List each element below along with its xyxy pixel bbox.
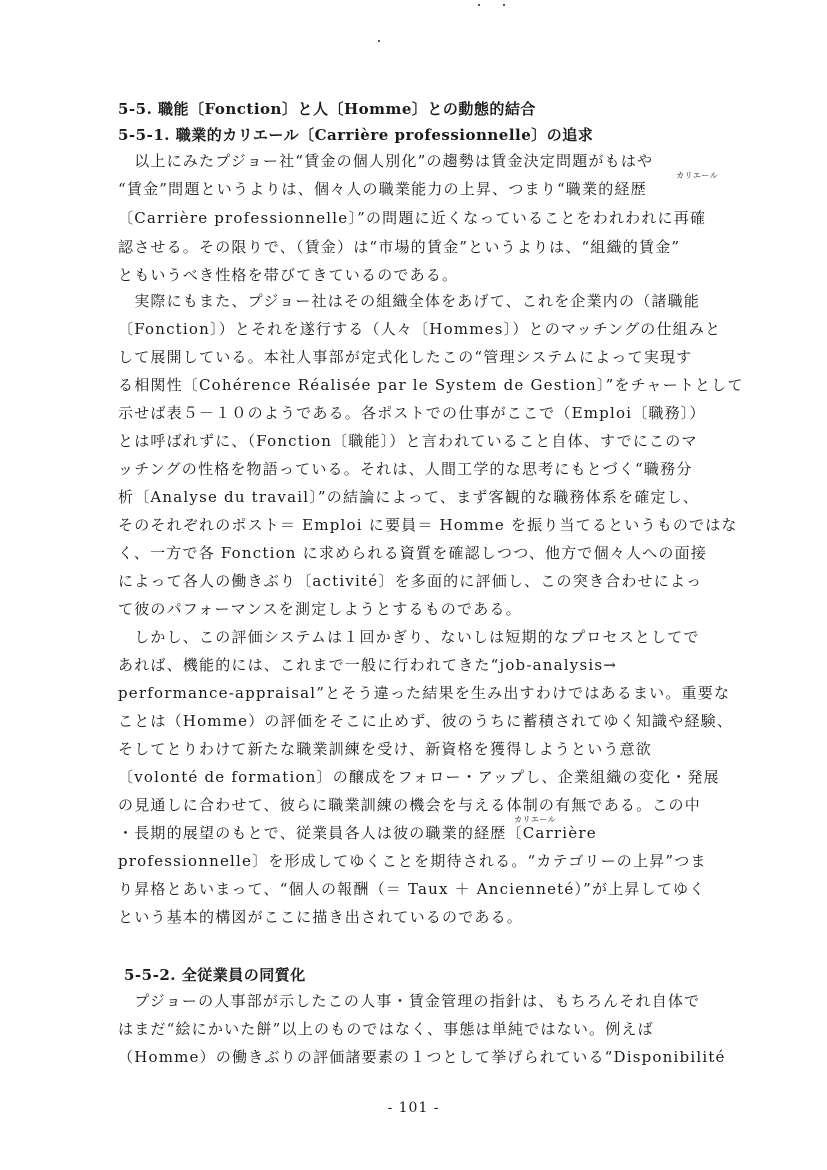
scan-speck xyxy=(378,40,380,42)
paragraph-line: る相関性〔Cohérence Réalisée par le System de Gestion〕”をチャートとして xyxy=(118,376,744,394)
paragraph-line: く、一方で各 Fonction に求められる資質を確認しつつ、他方で個々人への面接 xyxy=(118,544,708,562)
paragraph-line: して展開している。本社人事部が定式化したこの“管理システムによって実現す xyxy=(118,348,693,366)
paragraph-line: ッチングの性格を物語っている。それは、人間工学的な思考にもとづく“職務分 xyxy=(118,460,693,478)
paragraph-line: そのそれぞれのポスト＝ Emploi に要員＝ Homme を振り当てるというものではな xyxy=(118,516,738,534)
paragraph-line: 〔volonté de formation〕の醸成をフォロー・アップし、企業組織の変化・発展 xyxy=(118,768,720,786)
paragraph-line: という基本的構図がここに描き出されているのである。 xyxy=(118,908,524,926)
paragraph-line: しかし、この評価システムは１回かぎり、ないしは短期的なプロセスとしてで xyxy=(118,628,700,646)
section-heading: 5-5. 職能〔Fonction〕と人〔Homme〕との動態的結合 xyxy=(118,100,536,118)
paragraph-line: の見通しに合わせて、彼らに職業訓練の機会を与える体制の有無である。この中 xyxy=(118,796,701,814)
paragraph-line: 示せば表５－１０のようである。各ポストでの仕事がここで（Emploi〔職務〕） xyxy=(118,404,706,422)
paragraph-line: ことは（Homme）の評価をそこに止めず、彼のうちに蓄積されてゆく知識や経験、 xyxy=(118,712,734,730)
paragraph-line: ・長期的展望のもとで、従業員各人は彼の職業的経歴〔Carrière xyxy=(118,824,597,842)
paragraph-line: 析〔Analyse du travail〕”の結論によって、まず客観的な職務体系を確定し、 xyxy=(118,488,700,506)
paragraph-line: professionnelle〕を形成してゆくことを期待される。“カテゴリーの上昇”つま xyxy=(118,852,707,870)
paragraph-line: あれば、機能的には、これまで一般に行われてきた“job-analysis→ xyxy=(118,656,618,674)
paragraph-line: performance-appraisal”とそう違った結果を生み出すわけではあるまい。重要な xyxy=(118,684,731,702)
paragraph-line: て彼のパフォーマンスを測定しようとするものである。 xyxy=(118,600,522,618)
paragraph-line: そしてとりわけて新たな職業訓練を受け、新資格を獲得しようという意欲 xyxy=(118,740,653,758)
paragraph-line: 〔Fonction〕）とそれを遂行する（人々〔Hommes〕）とのマッチングの仕組みと xyxy=(118,320,722,338)
subsection-heading: 5-5-2. 全従業員の同質化 xyxy=(124,966,306,984)
page-number: - 101 - xyxy=(387,1100,440,1116)
ruby-annotation: カリエール xyxy=(676,171,719,180)
paragraph-line: 認させる。その限りで、（賃金）は“市場的賃金”というよりは、“組織的賃金” xyxy=(118,238,681,256)
paragraph-line: ともいうべき性格を帯びてきているのである。 xyxy=(118,266,459,284)
subsection-heading: 5-5-1. 職業的カリエール〔Carrière professionnelle〕の追求 xyxy=(118,126,594,144)
paragraph-line: はまだ“絵にかいた餅”以上のものではなく、事態は単純ではない。例えば xyxy=(118,1020,654,1038)
paragraph-line: 〔Carrière professionnelle〕”の問題に近くなっていることをわれわれに再確 xyxy=(118,209,707,227)
paragraph-line: 実際にもまた、プジョー社はその組織全体をあげて、これを企業内の（諸職能 xyxy=(118,292,701,310)
paragraph-line: “賃金”問題というよりは、個々人の職業能力の上昇、つまり“職業的経歴 xyxy=(118,180,647,198)
paragraph-line: プジョーの人事部が示したこの人事・賃金管理の指針は、もちろんそれ自体で xyxy=(118,992,701,1010)
scan-speck xyxy=(503,4,505,6)
paragraph-line: とは呼ばれずに、（Fonction〔職能〕）と言われていること自体、すでにこのマ xyxy=(118,432,698,450)
paragraph-line: （Homme）の働きぶりの評価諸要素の１つとして挙げられている“Disponibilité xyxy=(118,1048,726,1066)
paragraph-line: り昇格とあいまって、“個人の報酬（＝ Taux ＋ Ancienneté）”が上昇してゆく xyxy=(118,880,706,898)
ruby-annotation: カリエール xyxy=(514,815,557,824)
paragraph-line: によって各人の働きぶり〔activité〕を多面的に評価し、この突き合わせによっ xyxy=(118,572,703,590)
paragraph-line: 以上にみたプジョー社“賃金の個人別化”の趨勢は賃金決定問題がもはや xyxy=(118,152,654,170)
scan-speck xyxy=(478,4,480,6)
